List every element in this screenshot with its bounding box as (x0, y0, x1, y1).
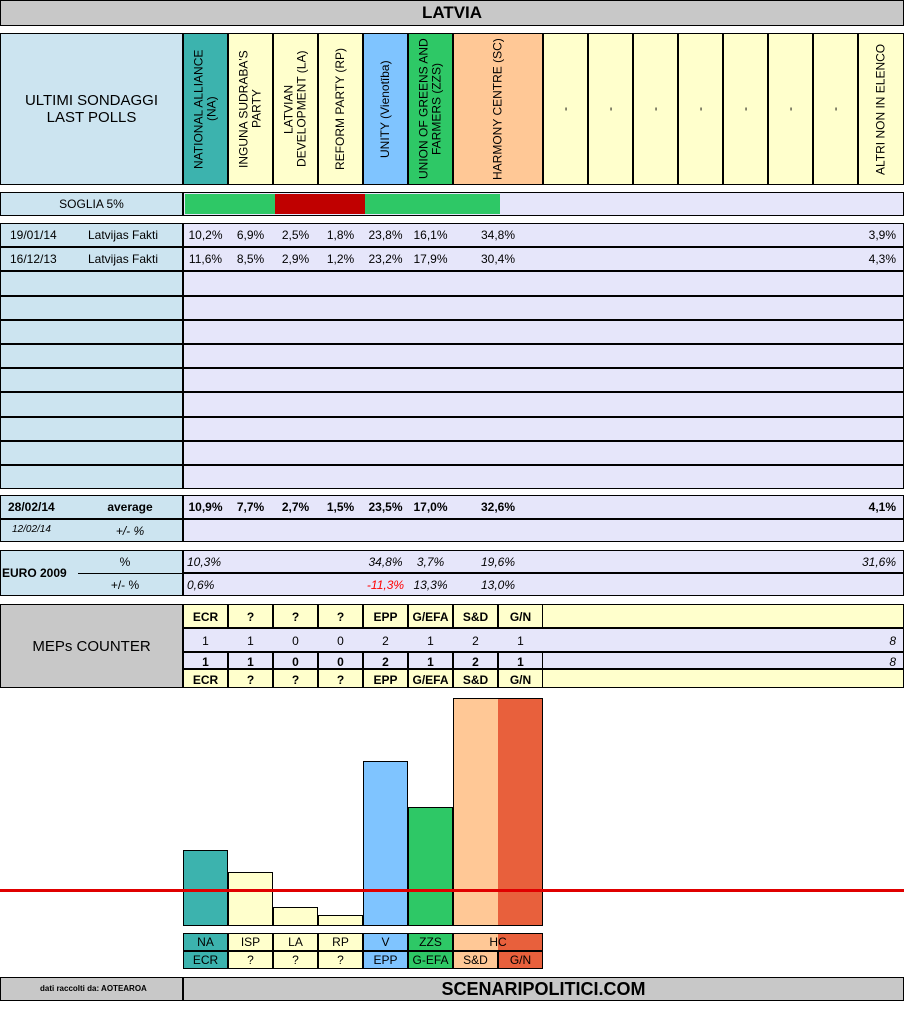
party-header: HARMONY CENTRE (SC) (453, 33, 543, 185)
average-value: 7,7% (236, 500, 265, 514)
party-header: UNITY (Vienotība) (363, 33, 408, 185)
poll-value: 17,9% (413, 252, 448, 266)
poll-value: 1,2% (326, 252, 355, 266)
meps-group: G/EFA (412, 610, 449, 624)
party-header: UNION OF GREENS AND FARMERS (ZZS) (408, 33, 453, 185)
average-value: 10,9% (188, 500, 223, 514)
poll-row-label-cell (0, 417, 183, 441)
poll-row-label-cell (0, 392, 183, 417)
poll-date: 19/01/14 (10, 228, 57, 242)
euro2009-diff-value: 0,6% (187, 578, 215, 592)
euro2009-pct-value: 10,3% (187, 555, 222, 569)
party-header: - (813, 33, 858, 185)
euro2009-diff-row (183, 573, 904, 596)
euro2009-pct-row (183, 550, 904, 573)
meps-count: 1 (247, 634, 254, 648)
average-other: 4,1% (868, 500, 896, 514)
meps-group: ECR (192, 610, 219, 624)
poll-row-label-cell (0, 271, 183, 296)
poll-value: 1,8% (326, 228, 355, 242)
party-header: INGUNA SUDRABA'S PARTY (228, 33, 273, 185)
euro2009-pct-value: 34,8% (368, 555, 403, 569)
euro2009-label: EURO 2009 (2, 566, 67, 580)
party-header: - (633, 33, 678, 185)
euro2009-diff-value: 13,3% (413, 578, 448, 592)
change-label: +/- % (115, 524, 145, 538)
page-title: LATVIA (0, 0, 904, 26)
poll-value: 23,8% (368, 228, 403, 242)
meps-group: ? (336, 610, 345, 624)
meps-count: 0 (337, 634, 344, 648)
poll-value: 16,1% (413, 228, 448, 242)
meps-group: ? (291, 610, 300, 624)
chart-category-label: ZZS (408, 933, 453, 951)
party-header: - (723, 33, 768, 185)
threshold-segment (365, 194, 500, 214)
meps-total: 8 (889, 634, 896, 648)
poll-row-data-cell (183, 417, 904, 441)
poll-row-data-cell (183, 441, 904, 465)
meps-count: 0 (292, 634, 299, 648)
poll-row-data-cell (183, 320, 904, 344)
meps-group-bottom: G/EFA (412, 673, 449, 687)
poll-row-label-cell (0, 296, 183, 320)
bar-na (183, 850, 228, 926)
threshold-line (0, 889, 904, 892)
poll-other: 3,9% (868, 228, 896, 242)
euro2009-pct-value: 3,7% (416, 555, 445, 569)
poll-value: 10,2% (188, 228, 223, 242)
poll-row-label-cell (0, 344, 183, 368)
poll-value: 2,9% (281, 252, 310, 266)
meps-group-bottom: ECR (192, 673, 219, 687)
euro2009-pct-label: % (119, 555, 131, 569)
poll-row-data-cell (183, 271, 904, 296)
footer-site: SCENARIPOLITICI.COM (183, 977, 904, 1001)
footer-source: dati raccolti da: AOTEAROA (40, 984, 147, 993)
poll-institute: Latvijas Fakti (88, 228, 159, 242)
chart-group-label: ECR (183, 951, 228, 969)
poll-row-data-cell (183, 368, 904, 392)
meps-count: 1 (517, 634, 524, 648)
meps-label-cell: MEPs COUNTER (0, 604, 183, 688)
meps-count: 1 (202, 634, 209, 648)
poll-value: 11,6% (188, 252, 223, 266)
bar-rp (318, 915, 363, 926)
meps-count: 2 (472, 634, 479, 648)
euro2009-diff-value: 13,0% (480, 578, 516, 592)
party-header: REFORM PARTY (RP) (318, 33, 363, 185)
bar-la (273, 907, 318, 926)
average-value: 1,5% (326, 500, 355, 514)
euro2009-diff-value: -11,3% (366, 578, 405, 592)
meps-group: S&D (462, 610, 489, 624)
poll-value: 2,5% (281, 228, 310, 242)
header-left-line: LAST POLLS (46, 109, 137, 126)
chart-group-label: S&D (453, 951, 498, 969)
average-value: 23,5% (368, 500, 403, 514)
euro2009-pct-value: 19,6% (480, 555, 516, 569)
meps-group-bottom: ? (336, 673, 345, 687)
average-value: 2,7% (281, 500, 310, 514)
poll-value: 34,8% (480, 228, 516, 242)
poll-date: 16/12/13 (10, 252, 57, 266)
chart-group-label: ? (273, 951, 318, 969)
meps-group: ? (246, 610, 255, 624)
meps-count: 2 (382, 634, 389, 648)
meps-group: G/N (509, 610, 532, 624)
change-data-cell (183, 519, 904, 542)
bar-zzs (408, 807, 453, 926)
poll-value: 6,9% (236, 228, 265, 242)
party-header: LATVIAN DEVELOPMENT (LA) (273, 33, 318, 185)
threshold-segment (185, 194, 275, 214)
header-left-line: ULTIMI SONDAGGI (24, 92, 159, 109)
chart-group-label: ? (228, 951, 273, 969)
meps-count-bold: 2 (382, 655, 389, 669)
chart-extra-group-label: G/N (509, 953, 532, 967)
meps-count-bold: 0 (337, 655, 344, 669)
meps-group-bottom: EPP (373, 673, 398, 687)
party-header: - (768, 33, 813, 185)
party-header: - (543, 33, 588, 185)
poll-row-label-cell (0, 368, 183, 392)
average-label: average (107, 500, 153, 514)
bar-v (363, 761, 408, 926)
bar-isp (228, 872, 273, 926)
party-header: - (588, 33, 633, 185)
chart-category-label: V (363, 933, 408, 951)
euro2009-divider (78, 573, 183, 574)
average-date: 28/02/14 (8, 500, 55, 514)
meps-group: EPP (373, 610, 398, 624)
poll-row-data-cell (183, 296, 904, 320)
chart-group-label: G-EFA (408, 951, 453, 969)
poll-row-data-cell (183, 465, 904, 489)
meps-count-bold: 1 (247, 655, 254, 669)
poll-other: 4,3% (868, 252, 896, 266)
chart-category-label: RP (318, 933, 363, 951)
meps-count: 1 (427, 634, 434, 648)
party-header: ALTRI NON IN ELENCO (858, 33, 904, 185)
meps-count-bold: 0 (292, 655, 299, 669)
meps-count-bold: 1 (202, 655, 209, 669)
party-header: - (678, 33, 723, 185)
chart-category-label: NA (183, 933, 228, 951)
meps-total-bold: 8 (889, 655, 896, 669)
poll-row-data-cell (183, 392, 904, 417)
meps-group-bottom: ? (246, 673, 255, 687)
meps-group-bottom: ? (291, 673, 300, 687)
chart-group-label: ? (318, 951, 363, 969)
poll-institute: Latvijas Fakti (88, 252, 159, 266)
average-value: 17,0% (413, 500, 448, 514)
poll-row-label-cell (0, 320, 183, 344)
meps-count-bold: 1 (517, 655, 524, 669)
meps-count-bold: 1 (427, 655, 434, 669)
average-value: 32,6% (480, 500, 516, 514)
poll-row-label-cell (0, 441, 183, 465)
euro2009-pct-other: 31,6% (861, 555, 896, 569)
threshold-label: SOGLIA 5% (0, 192, 183, 216)
meps-count-bold: 2 (472, 655, 479, 669)
chart-category-label: HC (453, 933, 543, 951)
meps-group-bottom: S&D (462, 673, 489, 687)
threshold-segment (275, 194, 365, 214)
header-left-label (0, 33, 183, 185)
poll-value: 30,4% (480, 252, 516, 266)
party-header: NATIONAL ALLIANCE (NA) (183, 33, 228, 185)
chart-category-label: LA (273, 933, 318, 951)
meps-group-bottom: G/N (509, 673, 532, 687)
poll-row-data-cell (183, 344, 904, 368)
chart-category-label: ISP (228, 933, 273, 951)
chart-group-label: EPP (363, 951, 408, 969)
euro2009-diff-label: +/- % (110, 578, 140, 592)
poll-row-label-cell (0, 465, 183, 489)
poll-value: 8,5% (236, 252, 265, 266)
change-date: 12/02/14 (12, 524, 51, 535)
poll-value: 23,2% (368, 252, 403, 266)
